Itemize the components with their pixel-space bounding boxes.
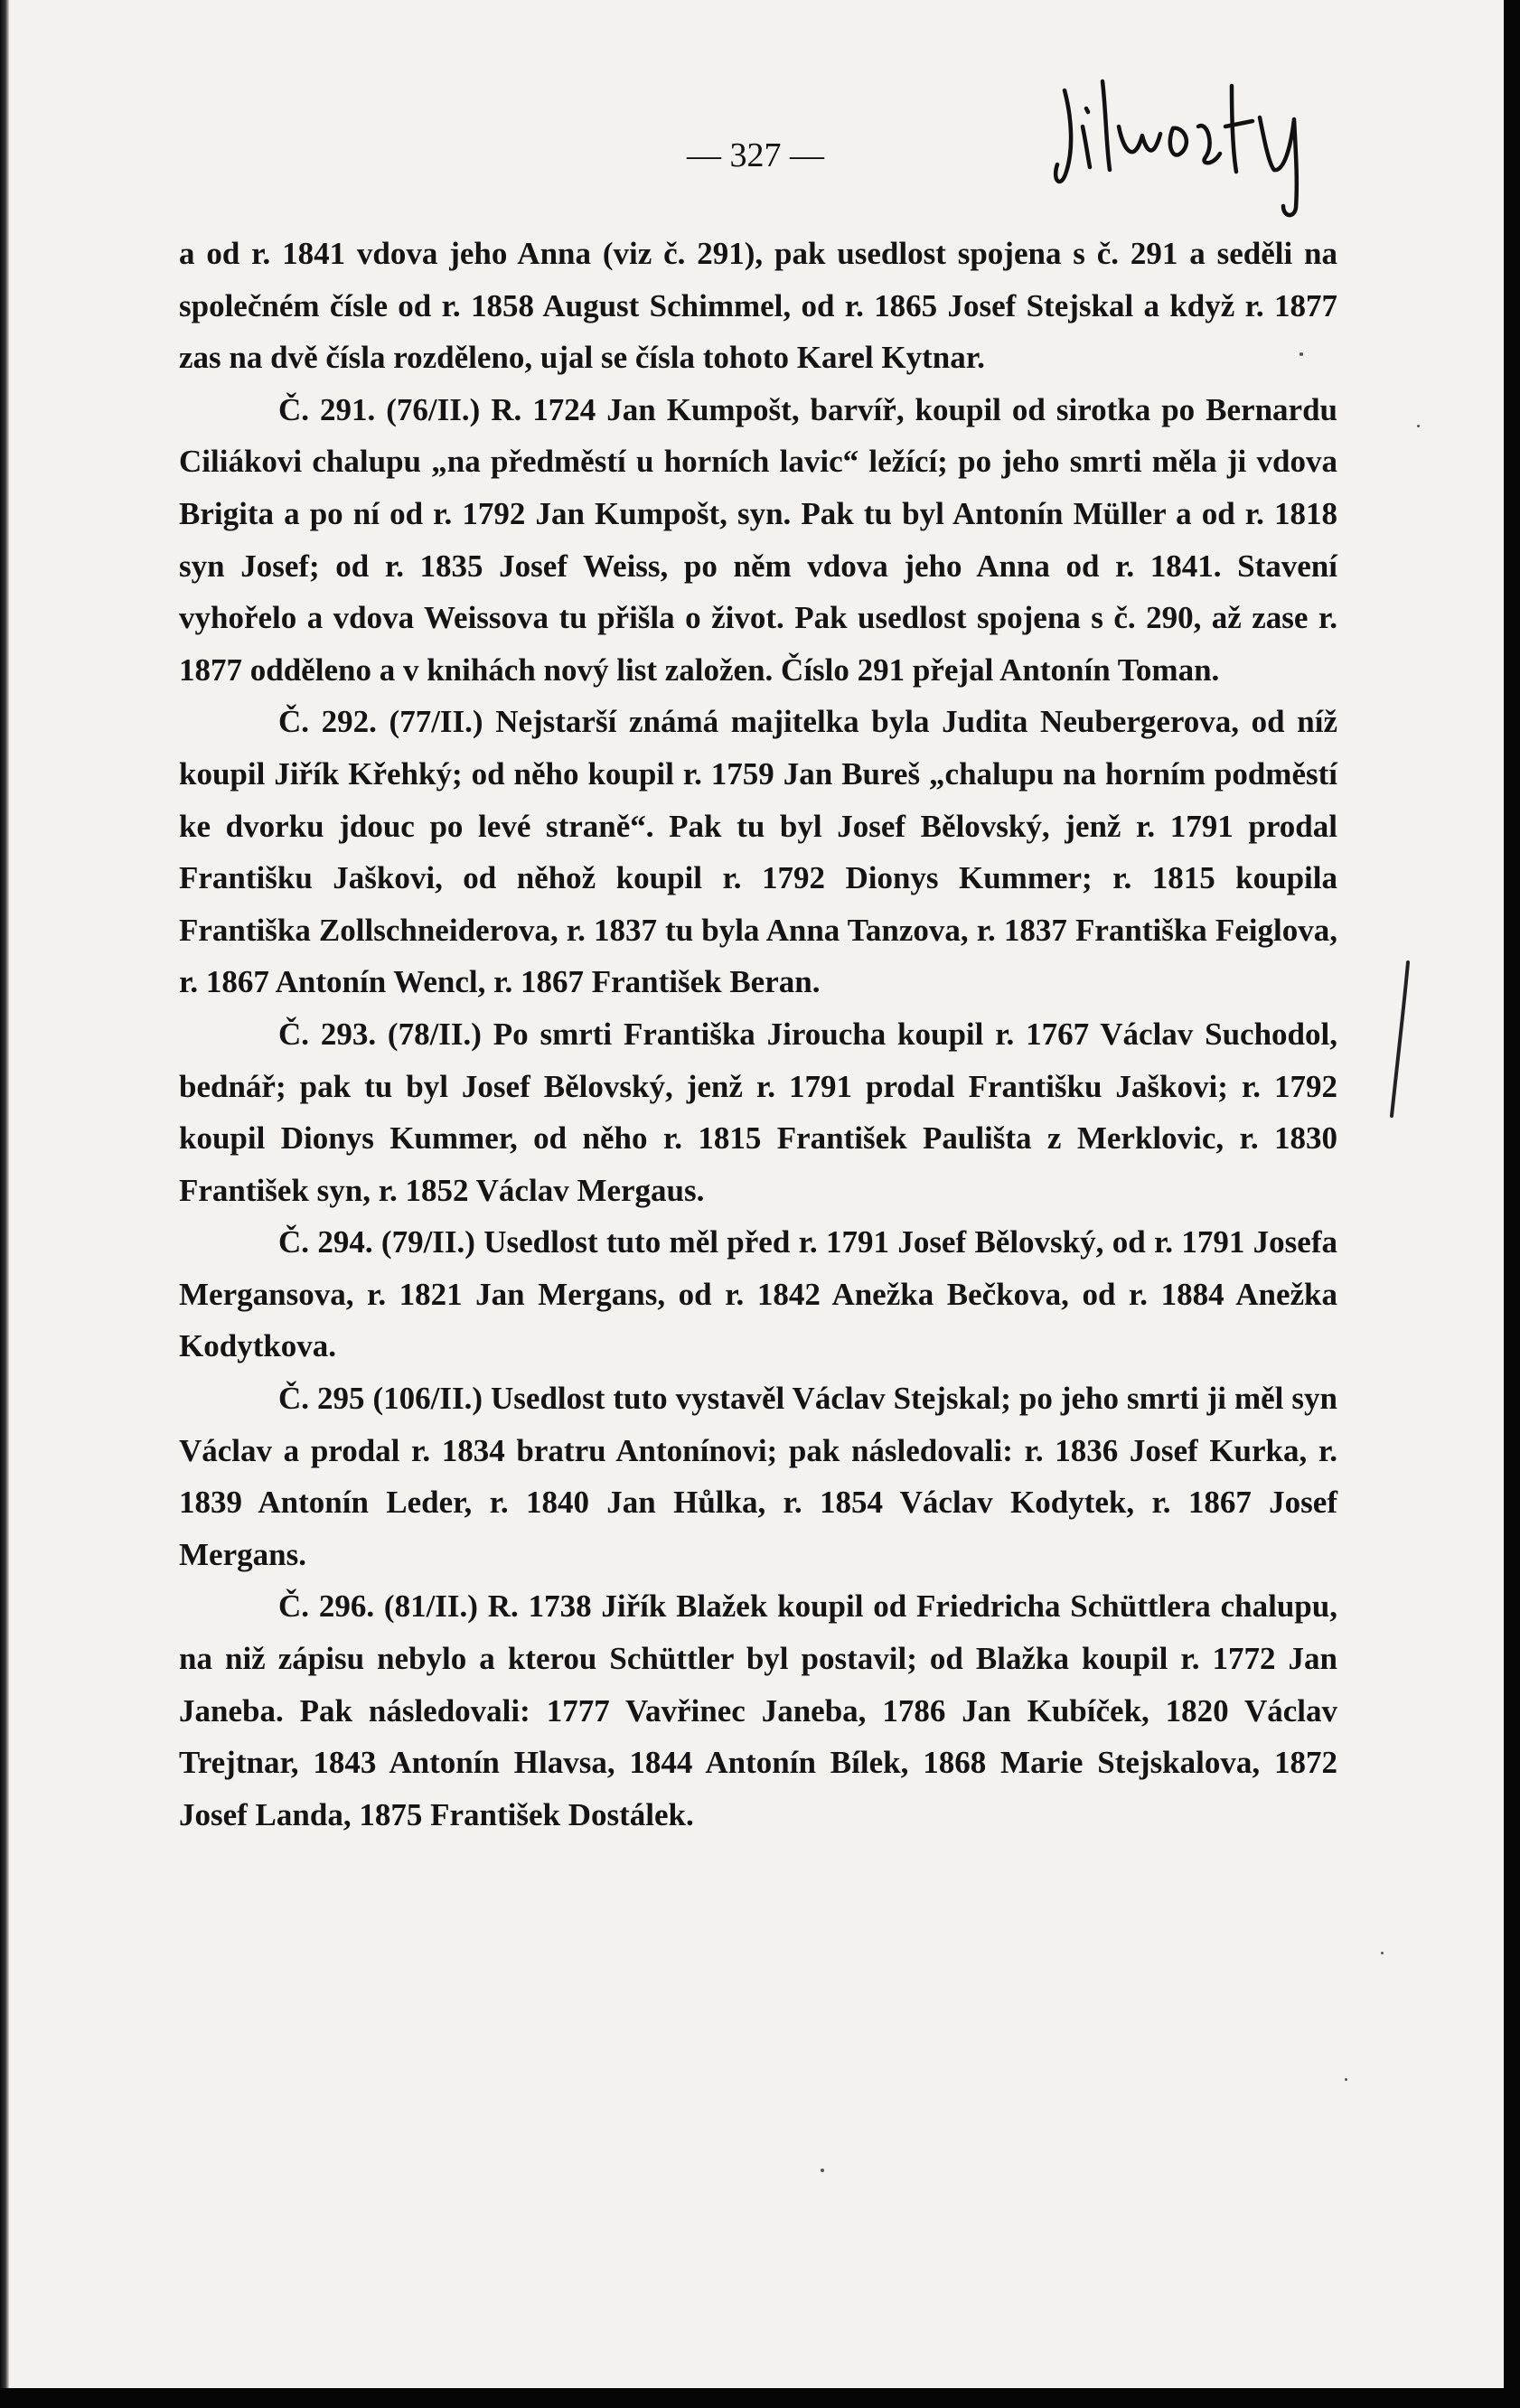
document-page [7,0,1504,2390]
page-number: — 327 — [687,136,824,174]
paragraph-entry-295: Č. 295 (106/II.) Usedlost tuto vystavěl Václav Stejskal; po jeho smrti ji měl syn Václav a prodal r. 1834 bratru Antonínovi; pak následovali: r. 1836 Josef Kurka, r. 1839 Antonín Leder, r. 1840 Jan Hůlka, r. 1854 Václav Kodytek, r. 1867 Josef Mergans. [179,1381,1337,1572]
paper-speck [1417,425,1420,427]
paragraph-entry-292: Č. 292. (77/II.) Nejstarší známá majitelka byla Judita Neubergerova, od níž koupil Jiřík Křehký; od něho koupil r. 1759 Jan Bureš „chalupu na horním podměstí ke dvorku jdouc po levé straně“. Pak tu byl Josef Bělovský, jenž r. 1791 prodal Františku Jaškovi, od něhož koupil r. 1792 Dionys Kummer; r. 1815 koupila Františka Zollschneiderova, r. 1837 tu byla Anna Tanzova, r. 1837 Františka Feiglova, r. 1867 Antonín Wencl, r. 1867 František Beran. [179,704,1337,1000]
paper-speck [821,2169,824,2172]
paragraph-entry-293: Č. 293. (78/II.) Po smrti Františka Jiroucha koupil r. 1767 Václav Suchodol, bednář; pak tu byl Josef Bělovský, jenž r. 1791 prodal Františku Jaškovi; r. 1792 koupil Dionys Kummer, od něho r. 1815 František Paulišta z Merklovic, r. 1830 František syn, r. 1852 Václav Mergaus. [179,1016,1337,1208]
paper-speck [1300,352,1303,356]
scan-bottom-edge [0,2388,1520,2408]
paragraph-entry-291: Č. 291. (76/II.) R. 1724 Jan Kumpošt, barvíř, koupil od sirotka po Bernardu Ciliákovi chalupu „na předměstí u horních lavic“ ležící; po jeho smrti měla ji vdova Brigita a po ní od r. 1792 Jan Kumpošt, syn. Pak tu byl Antonín Müller a od r. 1818 syn Josef; od r. 1835 Josef Weiss, po něm vdova jeho Anna od r. 1841. Stavení vyhořelo a vdova Weissova tu přišla o život. Pak usedlost spojena s č. 290, až zase r. 1877 odděleno a v knihách nový list založen. Číslo 291 přejal Antonín Toman. [179,391,1337,688]
paragraph-entry-294: Č. 294. (79/II.) Usedlost tuto měl před r. 1791 Josef Bělovský, od r. 1791 Josefa Mergansova, r. 1821 Jan Mergans, od r. 1842 Anežka Bečkova, od r. 1884 Anežka Kodytkova. [179,1224,1337,1364]
paper-speck [1345,2078,1347,2081]
handwritten-signature [1046,63,1345,226]
page-body [179,228,1337,1841]
scan-right-edge [1504,0,1520,2408]
scan-left-edge [0,0,9,2408]
paragraph-continuation: a od r. 1841 vdova jeho Anna (viz č. 291), pak usedlost spojena s č. 291 a seděli na společném čísle od r. 1858 August Schimmel, od r. 1865 Josef Stejskal a když r. 1877 zas na dvě čísla rozděleno, ujal se čísla tohoto Karel Kytnar. [179,236,1337,376]
paper-speck [1381,1952,1384,1954]
margin-pencil-mark [1381,958,1417,1120]
paragraph-entry-296: Č. 296. (81/II.) R. 1738 Jiřík Blažek koupil od Friedricha Schüttlera chalupu, na niž zápisu nebylo a kterou Schüttler byl postavil; od Blažka koupil r. 1772 Jan Janeba. Pak následovali: 1777 Vavřinec Janeba, 1786 Jan Kubíček, 1820 Václav Trejtnar, 1843 Antonín Hlavsa, 1844 Antonín Bílek, 1868 Marie Stejskalova, 1872 Josef Landa, 1875 František Dostálek. [179,1588,1337,1832]
